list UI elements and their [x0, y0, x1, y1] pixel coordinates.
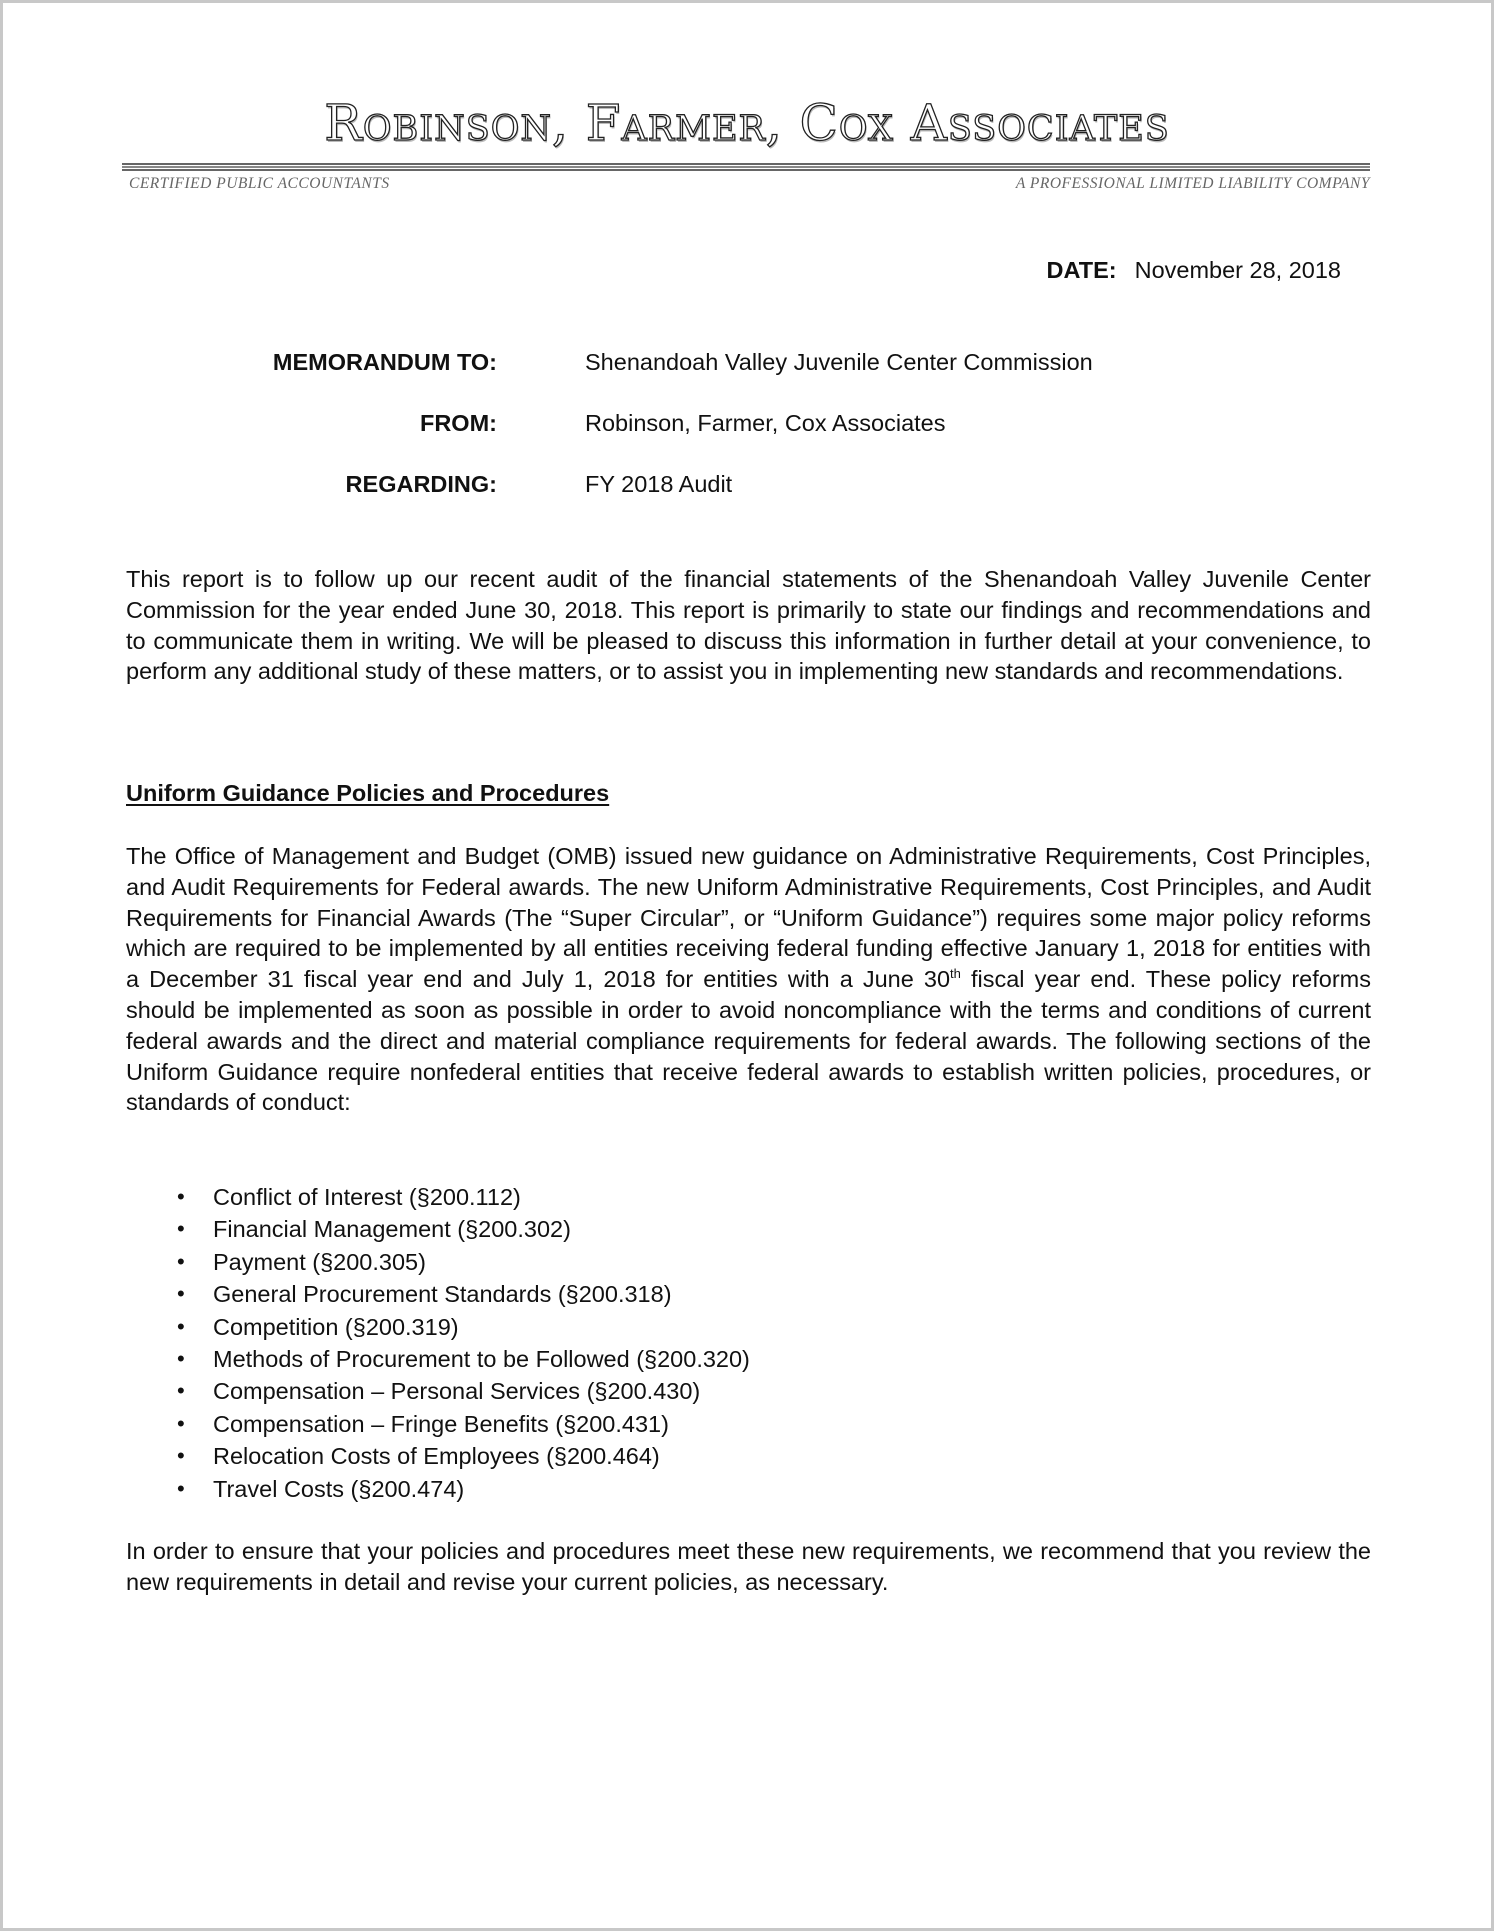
memo-to-label: MEMORANDUM TO:	[272, 349, 497, 375]
section-paragraph	[126, 841, 1371, 1118]
bullet-icon: •	[177, 1216, 185, 1242]
memo-regarding-label: REGARDING:	[345, 471, 497, 497]
firm-name-title: Robinson, Farmer, Cox Associates	[324, 94, 1170, 152]
memo-to-row	[3, 349, 1491, 379]
bullet-icon: •	[177, 1443, 185, 1469]
bullet-icon: •	[177, 1184, 185, 1209]
section-paragraph-part2: fiscal year end. These policy reforms should be implemented as soon as possible in order to avoid noncompliance with the terms and conditions of current federal awards and the direct and material compliance requirements for federal awards. The following sections of the Uniform Guidance require nonfederal entities that receive federal awards to establish written policies, procedures, or standards of conduct:	[126, 966, 1371, 1116]
bullet-icon: •	[177, 1475, 185, 1501]
memo-regarding-value: FY 2018 Audit	[585, 471, 733, 497]
header-rule	[122, 169, 1370, 171]
section-heading: Uniform Guidance Policies and Procedures	[126, 780, 610, 806]
memo-regarding-row	[3, 471, 1491, 501]
document-page	[3, 3, 1491, 1928]
list-item-text: Relocation Costs of Employees (§200.464)	[213, 1443, 660, 1470]
list-item-text: Competition (§200.319)	[213, 1313, 459, 1340]
list-item-text: General Procurement Standards (§200.318)	[213, 1281, 672, 1308]
memo-from-label: FROM:	[419, 410, 497, 436]
bullet-icon: •	[177, 1281, 185, 1307]
list-item-text: Conflict of Interest (§200.112)	[213, 1184, 521, 1210]
memo-to-value: Shenandoah Valley Juvenile Center Commission	[585, 349, 1093, 375]
date-value: November 28, 2018	[1134, 257, 1341, 283]
closing-paragraph-text: In order to ensure that your policies and procedures meet these new requirements, we recommend that you review the new requirements in detail and revise your current policies, as necessary.	[126, 1538, 1371, 1595]
header-rule	[122, 166, 1370, 168]
date-label: DATE:	[1046, 257, 1117, 283]
section-paragraph-part1: The Office of Management and Budget (OMB) issued new guidance on Administrative Requirements, Cost Principles, and Audit Requirements for Federal awards. The new Uniform Administrative Requirements, Cost Principles, and Audit Requirements for Financial Awards (The “Super Circular”, or “Uniform Guidance”) requires some major policy reforms which are required to be implemented by all entities receiving federal funding effective January 1, 2018 for entities with a December 31 fiscal year end and July 1, 2018 for entities with a June 30	[126, 843, 1371, 993]
list-item-text: Compensation – Fringe Benefits (§200.431)	[213, 1410, 669, 1437]
list-item-text: Compensation – Personal Services (§200.430)	[213, 1378, 701, 1405]
date-row	[1047, 257, 1341, 284]
tagline-right: A PROFESSIONAL LIMITED LIABILITY COMPANY	[1015, 175, 1370, 192]
list-item-text: Travel Costs (§200.474)	[213, 1475, 465, 1502]
bullet-icon: •	[177, 1345, 185, 1371]
bullet-icon: •	[177, 1378, 185, 1404]
bullet-icon: •	[177, 1248, 185, 1274]
memo-from-row	[3, 410, 1491, 440]
bullet-icon: •	[177, 1410, 185, 1436]
tagline-left: CERTIFIED PUBLIC ACCOUNTANTS	[129, 175, 390, 192]
header-rule	[122, 163, 1370, 165]
intro-paragraph	[126, 564, 1371, 687]
intro-paragraph-text: This report is to follow up our recent audit of the financial statements of the Shenandoah Valley Juvenile Center Commission for the year ended June 30, 2018. This report is primarily to state our findings and recommendations and to communicate them in writing. We will be pleased to discuss this information in further detail at your convenience, to perform any additional study of these matters, or to assist you in implementing new standards and recommendations.	[126, 566, 1371, 685]
section-paragraph-text	[126, 841, 1371, 1118]
list-item-text: Financial Management (§200.302)	[213, 1216, 571, 1243]
list-item-text: Methods of Procurement to be Followed (§200.320)	[213, 1345, 750, 1372]
memo-from-value: Robinson, Farmer, Cox Associates	[585, 410, 946, 436]
bullet-icon: •	[177, 1313, 185, 1339]
ordinal-suffix: th	[950, 966, 961, 982]
list-item-text: Payment (§200.305)	[213, 1248, 426, 1275]
closing-paragraph	[126, 1536, 1371, 1598]
